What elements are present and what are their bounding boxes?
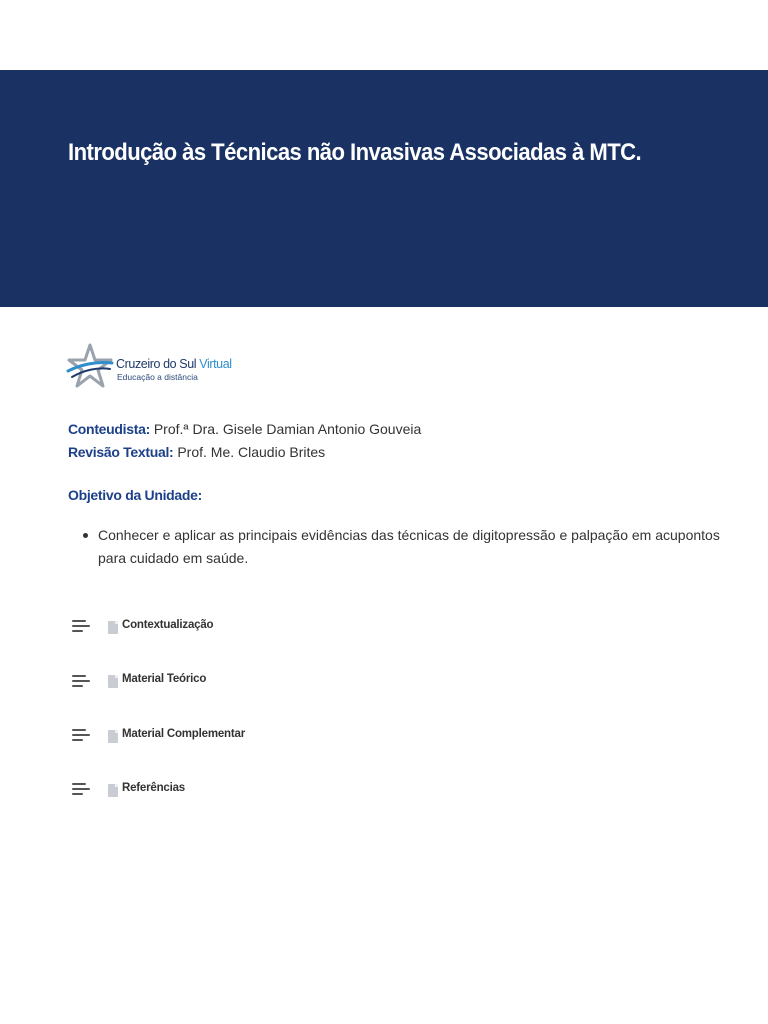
nav-item-label[interactable]: Contextualização (122, 619, 214, 631)
review-value: Prof. Me. Claudio Brites (173, 444, 326, 460)
nav-item-referencias[interactable] (72, 775, 472, 829)
menu-lines-icon (72, 728, 90, 742)
author-line (68, 418, 421, 441)
section-nav (72, 612, 472, 830)
document-icon (108, 730, 118, 743)
credits (68, 418, 421, 464)
author-label: Conteudista: (68, 421, 150, 437)
nav-item-label[interactable]: Material Complementar (122, 727, 245, 740)
document-icon (108, 784, 118, 797)
review-label: Revisão Textual: (68, 444, 174, 460)
nav-item-material-teorico[interactable] (72, 666, 472, 720)
star-logo-icon (66, 343, 114, 389)
nav-item-label[interactable]: Material Teórico (122, 673, 207, 686)
document-icon (108, 621, 118, 634)
logo-subtitle: Educação a distância (117, 372, 198, 382)
list-item: Conhecer e aplicar as principais evidências das técnicas de digitopressão e palpação em acupontos para cuidado em saúde. (80, 524, 720, 570)
nav-item-material-complementar[interactable] (72, 721, 472, 775)
menu-lines-icon (72, 674, 90, 688)
author-value: Prof.ª Dra. Gisele Damian Antonio Gouveia (149, 421, 422, 437)
menu-lines-icon (72, 782, 90, 796)
document-icon (108, 675, 118, 688)
logo-name: Cruzeiro do Sul (116, 357, 197, 371)
nav-item-contextualizacao[interactable] (72, 612, 472, 666)
objective-title: Objetivo da Unidade: (68, 487, 203, 503)
review-line (68, 441, 421, 464)
objective-list (80, 524, 720, 570)
nav-item-label[interactable]: Referências (122, 782, 186, 795)
logo-name-suffix: Virtual (199, 357, 232, 371)
header-banner (0, 70, 768, 307)
page-title: Introdução às Técnicas não Invasivas Associadas à MTC. (68, 139, 642, 166)
menu-lines-icon (72, 619, 90, 633)
logo (66, 343, 236, 389)
